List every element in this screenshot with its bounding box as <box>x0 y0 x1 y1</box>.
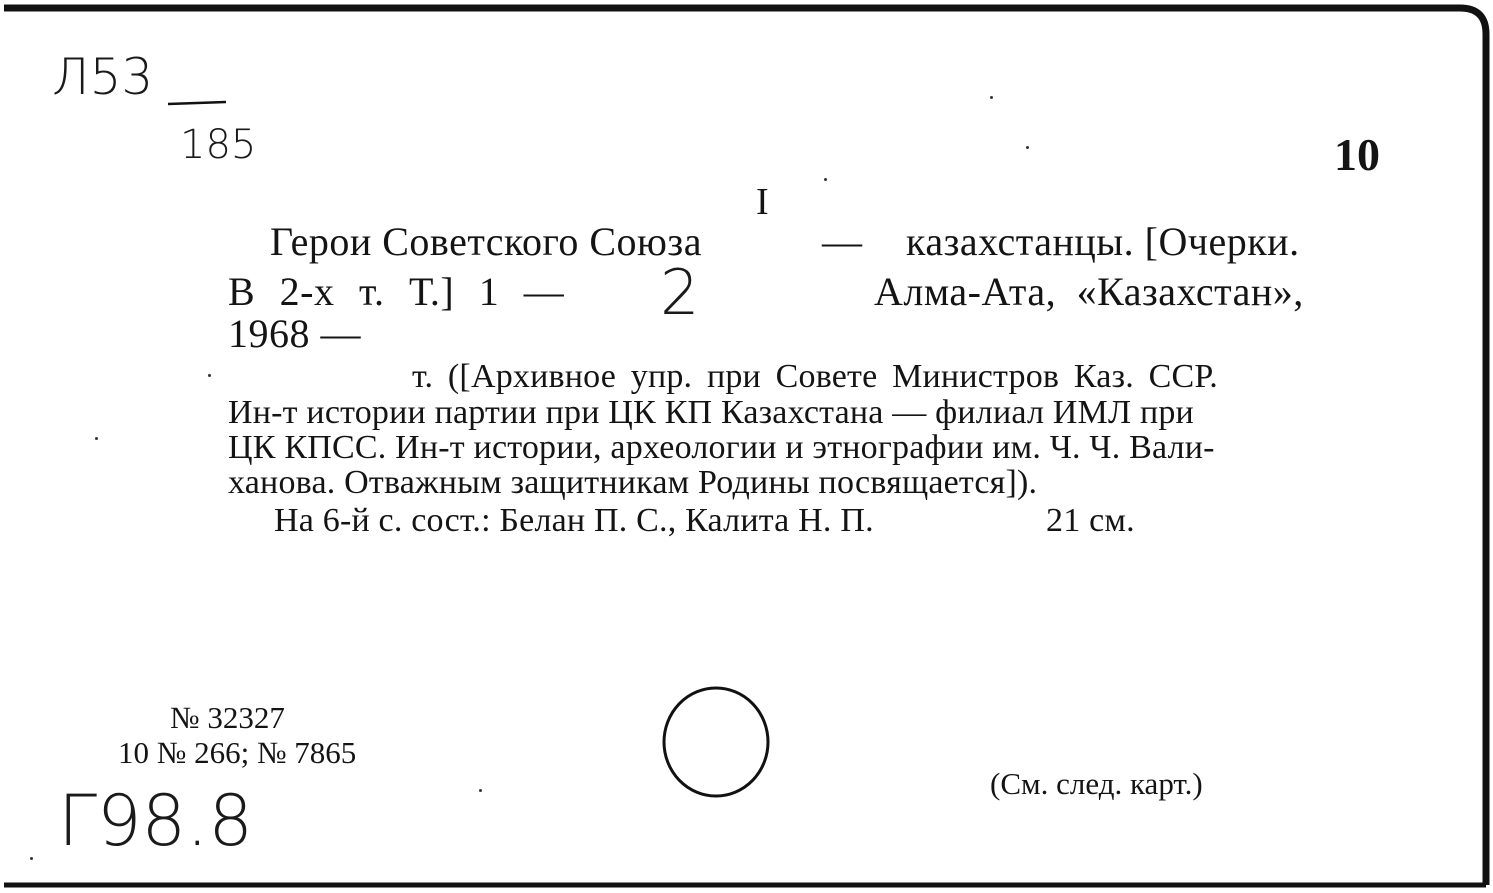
inventory-number: № 32327 <box>170 700 285 735</box>
handwritten-shelf-bottom: 185 <box>180 122 257 168</box>
continued-note: (См. след. карт.) <box>990 766 1203 801</box>
title-line-2-b: Алма-Ата, «Казахстан», <box>874 269 1304 314</box>
title-line-1-a: Герои Советского Союза <box>270 219 702 264</box>
body-line-3: ЦК КПСС. Ин-т истории, археологии и этнографии им. Ч. Ч. Вали- <box>228 429 1215 466</box>
speck <box>824 178 827 181</box>
title-line-1-dash: — <box>822 219 863 264</box>
body-line-1: т. ([Архивное упр. при Совете Министров Каз. ССР. <box>412 358 1218 395</box>
speck <box>208 374 211 377</box>
title-line-2-a: В 2-х т. Т.] 1 — <box>228 269 565 314</box>
title-line-3: 1968 — <box>228 311 361 356</box>
speck <box>479 789 482 792</box>
speck <box>30 857 33 860</box>
size-note: 21 см. <box>1046 502 1135 539</box>
title-line-1-b: казахстанцы. [Очерки. <box>906 219 1300 264</box>
handwritten-bottom-mark: Г98.8 <box>58 780 253 862</box>
volume-mark: I <box>756 181 769 223</box>
speck <box>1026 146 1029 149</box>
handwritten-volume-insert: 2 <box>660 256 700 329</box>
punch-hole <box>664 688 768 796</box>
print-order-numbers: 10 № 266; № 7865 <box>118 735 357 770</box>
speck <box>990 96 993 99</box>
body-line-2: Ин-т истории партии при ЦК КП Казахстана — филиал ИМЛ при <box>228 394 1194 431</box>
compilers-note: На 6-й с. сост.: Белан П. С., Калита Н. П. <box>274 502 874 539</box>
handwritten-shelf-top: Л53 <box>52 48 154 106</box>
speck <box>95 437 98 440</box>
body-line-4: ханова. Отважным защитникам Родины посвящается]). <box>228 464 1038 501</box>
card-number: 10 <box>1334 129 1380 180</box>
